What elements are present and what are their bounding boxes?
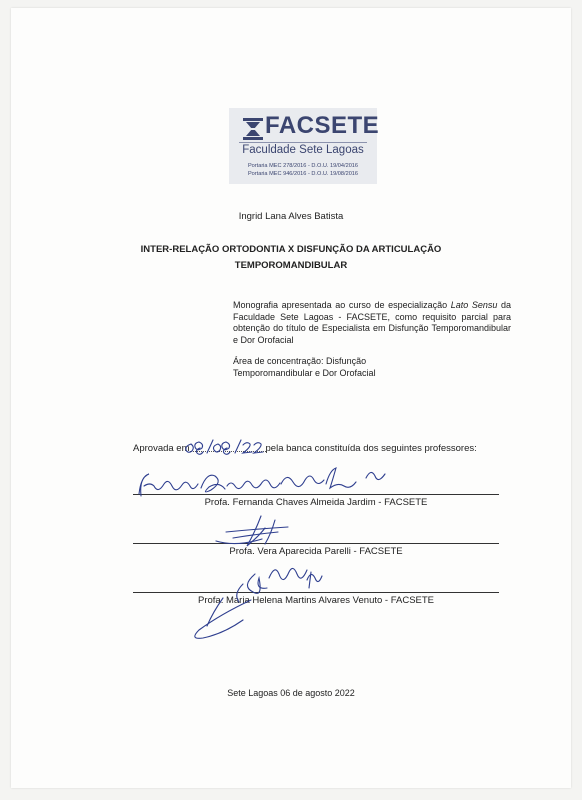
concentration-line-2: Temporomandibular e Dor Orofacial (233, 367, 376, 378)
description-emphasis: Lato Sensu (450, 300, 498, 310)
concentration-line-1: Área de concentração: Disfunção (233, 356, 367, 366)
approval-suffix: pela banca constituída dos seguintes professores: (265, 443, 477, 454)
approval-date-field (190, 441, 266, 452)
approval-prefix: Aprovada em (133, 443, 190, 454)
concentration-area (233, 356, 511, 379)
monograph-title (131, 242, 451, 274)
facsete-logo (229, 108, 380, 184)
logo-name: FACSETE (265, 112, 380, 139)
examiner-name-3: Profa. Maria Helena Martins Alvares Venuto - FACSETE (197, 595, 434, 606)
title-line-1: INTER-RELAÇÃO ORTODONTIA X DISFUNÇÃO DA ARTICULAÇÃO (140, 244, 442, 255)
logo-portaria-1: Portaria MEC 278/2016 - D.O.U. 19/04/2016 (247, 163, 359, 169)
logo-subtitle: Faculdade Sete Lagoas (239, 142, 367, 156)
signature-line-2 (133, 543, 499, 544)
signature-line-3 (133, 592, 499, 593)
title-line-2: TEMPOROMANDIBULAR (234, 260, 348, 271)
examiner-name-1: Profa. Fernanda Chaves Almeida Jardim - FACSETE (204, 497, 428, 508)
author-name: Ingrid Lana Alves Batista (238, 211, 344, 222)
signature-1-icon (139, 468, 385, 496)
facsete-logo-mark-icon (243, 118, 263, 140)
approval-statement (133, 441, 477, 454)
place-and-date: Sete Lagoas 06 de agosto 2022 (227, 688, 355, 698)
document-page (11, 8, 571, 788)
monograph-description (233, 300, 511, 346)
examiner-name-2: Profa. Vera Aparecida Parelli - FACSETE (229, 546, 403, 557)
signature-2-icon (216, 516, 288, 546)
description-text-after: da Faculdade Sete Lagoas - FACSETE, como requisito parcial para obtenção do título de Especialista em Disfunção Temporomandibular e Dor Orofacial (233, 300, 511, 345)
logo-portaria-2: Portaria MEC 946/2016 - D.O.U. 19/08/2016 (247, 171, 359, 177)
description-text-before: Monografia apresentada ao curso de especialização (233, 300, 451, 310)
signature-line-1 (133, 494, 499, 495)
